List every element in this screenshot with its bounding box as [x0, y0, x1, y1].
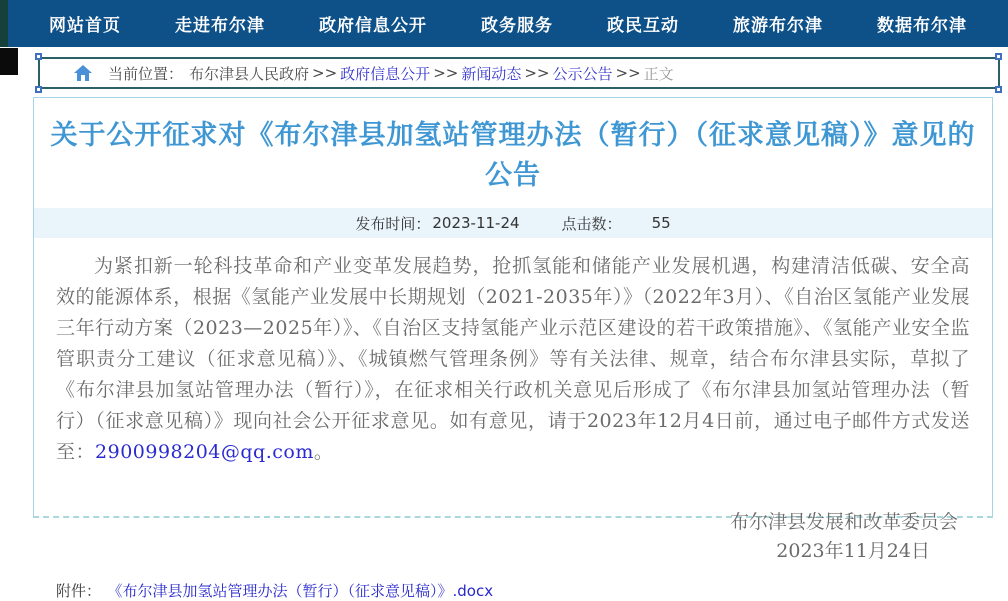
breadcrumb-label: 当前位置：	[108, 64, 184, 83]
body-text: 为紧扣新一轮科技革命和产业变革发展趋势，抢抓氢能和储能产业发展机遇，构建清洁低碳、安全高效的能源体系，根据《氢能产业发展中长期规划（2021-2035年）》（2022年3月）、《自治区氢能产业发展三年行动方案（2023—2025年）》、《自治区支持氢能产业示范区建设的若干政策措施》、《氢能产业安全监管职责分工建议（征求意见稿）》、《城镇燃气管理条例》等有关法律、规章，结合布尔津县实际，草拟了《布尔津县加氢站管理办法（暂行）》，在征求相关行政机关意见后形成了《布尔津县加氢站管理办法（暂行）（征求意见稿）》现向社会公开征求意见。如有意见，请于2023年12月4日前，通过电子邮件方式发送至：	[56, 255, 970, 463]
attachment-label: 附件：	[56, 582, 102, 600]
breadcrumb-separator: >>	[433, 64, 459, 82]
nav-item-tourism-burqin[interactable]: 旅游布尔津	[733, 16, 823, 36]
nav-item-about-burqin[interactable]: 走进布尔津	[175, 16, 265, 36]
nav-item-data-burqin[interactable]: 数据布尔津	[877, 16, 967, 36]
breadcrumb-link-news[interactable]: 新闻动态	[461, 64, 522, 83]
breadcrumb-current: 正文	[643, 64, 674, 83]
home-icon[interactable]	[74, 65, 92, 81]
nav-item-gov-info-disclosure[interactable]: 政府信息公开	[319, 16, 427, 36]
breadcrumb	[38, 57, 1000, 89]
nav-item-gov-services[interactable]: 政务服务	[481, 16, 553, 36]
contact-email-link[interactable]: 2900998204@qq.com	[95, 441, 314, 463]
publish-date-label: 发布时间：	[355, 214, 431, 233]
signature-organization: 布尔津县发展和改革委员会	[729, 511, 958, 533]
corner-ornament	[35, 86, 42, 93]
page-edge-strip	[0, 0, 8, 47]
article-title: 关于公开征求对《布尔津县加氢站管理办法（暂行）（征求意见稿）》意见的公告	[50, 120, 976, 191]
article-meta-bar	[34, 208, 992, 238]
article-body	[34, 238, 992, 468]
breadcrumb-separator: >>	[524, 64, 550, 82]
hit-count-value: 55	[651, 214, 671, 232]
nav-item-home[interactable]: 网站首页	[49, 16, 121, 36]
corner-ornament	[995, 86, 1002, 93]
attachment-docx-link[interactable]: 《布尔津县加氢站管理办法（暂行）（征求意见稿）》.docx	[115, 582, 494, 600]
breadcrumb-root-link[interactable]: 布尔津县人民政府	[189, 64, 310, 83]
article-signature	[34, 508, 992, 566]
corner-ornament	[995, 53, 1002, 60]
breadcrumb-separator: >>	[615, 64, 641, 82]
corner-ornament	[35, 53, 42, 60]
signature-date: 2023年11月24日	[776, 540, 930, 562]
breadcrumb-separator: >>	[312, 64, 338, 82]
publish-date-value: 2023-11-24	[432, 214, 520, 232]
attachment-row	[34, 580, 992, 601]
top-navigation	[0, 0, 1008, 47]
nav-item-gov-citizen-interaction[interactable]: 政民互动	[607, 16, 679, 36]
hit-count-label: 点击数：	[561, 214, 622, 233]
body-text-period: 。	[313, 441, 334, 463]
breadcrumb-link-gov-info[interactable]: 政府信息公开	[340, 64, 431, 83]
article-container	[33, 97, 993, 600]
page-edge-chip	[0, 48, 18, 75]
breadcrumb-link-notices[interactable]: 公示公告	[552, 64, 613, 83]
